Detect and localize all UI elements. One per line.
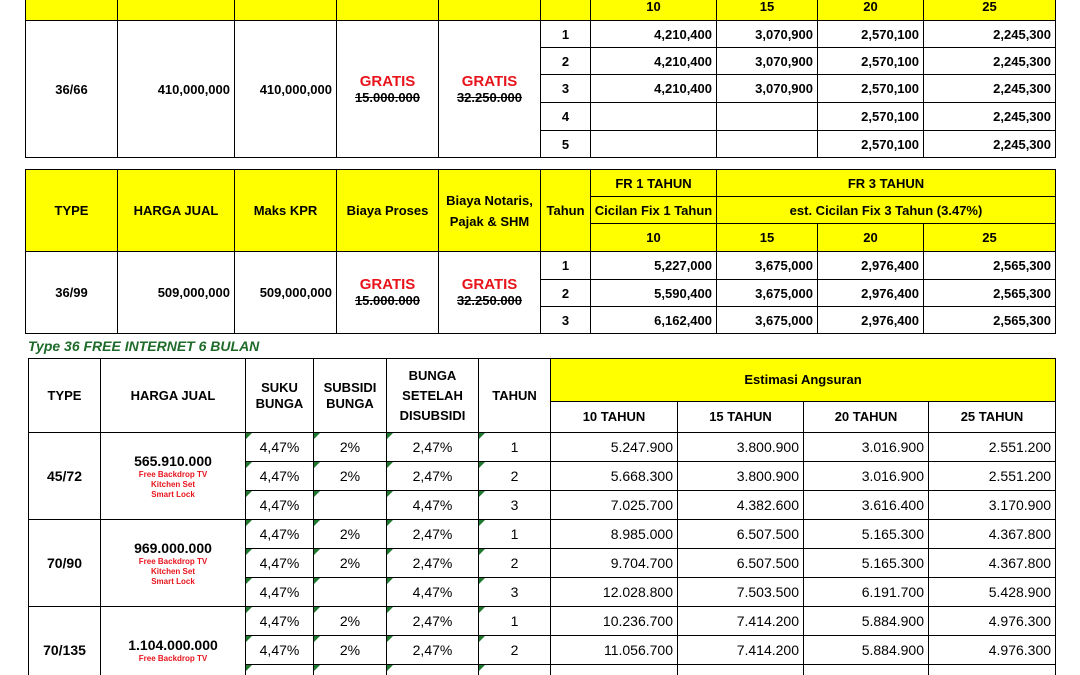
installment-cell: 2,565,300 xyxy=(924,307,1056,334)
harga-jual-cell xyxy=(101,520,246,607)
bunga-cell xyxy=(387,665,479,675)
type-cell: 70/90 xyxy=(29,520,101,607)
tenor-header: 20 xyxy=(818,224,924,252)
installment-cell: 6.507.500 xyxy=(678,549,804,578)
tahun-cell: 5 xyxy=(541,131,591,158)
tahun-cell: 1 xyxy=(479,607,551,636)
tenor-header: 10 TAHUN xyxy=(551,402,678,433)
suku-bunga-header-line2: BUNGA xyxy=(255,395,304,411)
installment-cell: 4.976.300 xyxy=(929,607,1056,636)
tahun-cell: 1 xyxy=(479,433,551,462)
tahun-cell: 2 xyxy=(479,636,551,665)
tenor-header: 25 xyxy=(924,224,1056,252)
bunga-cell: 2,47% xyxy=(387,520,479,549)
type-header: TYPE xyxy=(29,359,101,433)
installment-cell: 2,245,300 xyxy=(924,103,1056,131)
type-cell: 36/66 xyxy=(26,21,118,158)
biaya-notaris-cell xyxy=(439,252,541,334)
installment-cell xyxy=(929,665,1056,675)
free-item: Free Backdrop TV xyxy=(138,470,208,479)
biaya-notaris-header xyxy=(439,170,541,252)
bunga-header-line1: BUNGA xyxy=(408,367,457,383)
installment-cell: 7.414.200 xyxy=(678,607,804,636)
installment-cell: 9.704.700 xyxy=(551,549,678,578)
bunga-header-line2: SETELAH xyxy=(402,387,463,403)
struck-price: 15.000.000 xyxy=(354,293,421,308)
free-item: Free Backdrop TV xyxy=(138,654,208,663)
tahun-cell: 1 xyxy=(479,520,551,549)
free-item: Free Backdrop TV xyxy=(138,557,208,566)
gratis-label: GRATIS xyxy=(359,72,416,90)
installment-cell: 4,210,400 xyxy=(591,75,717,103)
installment-cell: 2,565,300 xyxy=(924,280,1056,307)
price-table-36-66 xyxy=(25,0,1056,158)
subsidi-cell: 2% xyxy=(314,433,387,462)
installment-cell: 2,245,300 xyxy=(924,21,1056,48)
installment-cell: 5.247.900 xyxy=(551,433,678,462)
subsidi-header-line2: BUNGA xyxy=(326,395,374,411)
installment-cell: 2,570,100 xyxy=(818,48,924,75)
installment-cell: 2,976,400 xyxy=(818,280,924,307)
free-item: Kitchen Set xyxy=(150,567,195,576)
gratis-label: GRATIS xyxy=(359,276,416,293)
promo-caption: Type 36 FREE INTERNET 6 BULAN xyxy=(28,338,260,354)
tahun-cell xyxy=(479,665,551,675)
installment-cell: 2,570,100 xyxy=(818,21,924,48)
installment-cell: 5,590,400 xyxy=(591,280,717,307)
harga-jual-cell: 509,000,000 xyxy=(118,252,235,334)
subsidi-cell: 2% xyxy=(314,636,387,665)
suku-bunga-cell: 4,47% xyxy=(246,636,314,665)
harga-jual-header: HARGA JUAL xyxy=(101,359,246,433)
installment-cell: 6.191.700 xyxy=(804,578,929,607)
biaya-notaris-header-line2: Pajak & SHM xyxy=(449,213,530,229)
suku-bunga-header-line1: SUKU xyxy=(261,379,298,395)
gratis-label: GRATIS xyxy=(461,276,518,293)
subsidi-cell xyxy=(314,491,387,520)
suku-bunga-cell: 4,47% xyxy=(246,520,314,549)
installment-cell: 5.884.900 xyxy=(804,636,929,665)
header-cell xyxy=(118,0,235,21)
installment-cell: 3.170.900 xyxy=(929,491,1056,520)
suku-bunga-cell: 4,47% xyxy=(246,607,314,636)
installment-cell: 2,976,400 xyxy=(818,252,924,280)
installment-cell: 10.236.700 xyxy=(551,607,678,636)
installment-cell: 3,070,900 xyxy=(717,21,818,48)
fr3-subheader: est. Cicilan Fix 3 Tahun (3.47%) xyxy=(717,197,1056,224)
installment-cell: 2,570,100 xyxy=(818,75,924,103)
tenor-header: 15 TAHUN xyxy=(678,402,804,433)
installment-cell: 3.616.400 xyxy=(804,491,929,520)
struck-price: 15.000.000 xyxy=(354,89,421,105)
installment-cell: 4.382.600 xyxy=(678,491,804,520)
tenor-header: 10 xyxy=(591,0,717,21)
fr3-header: FR 3 TAHUN xyxy=(717,170,1056,197)
installment-cell: 5.165.300 xyxy=(804,520,929,549)
bunga-cell: 2,47% xyxy=(387,433,479,462)
installment-cell: 3,070,900 xyxy=(717,48,818,75)
installment-cell: 4.367.800 xyxy=(929,520,1056,549)
maks-kpr-cell: 410,000,000 xyxy=(235,21,337,158)
fr1-header: FR 1 TAHUN xyxy=(591,170,717,197)
installment-cell: 2,245,300 xyxy=(924,75,1056,103)
bunga-cell: 4,47% xyxy=(387,491,479,520)
installment-cell: 2.551.200 xyxy=(929,462,1056,491)
installment-cell: 3,675,000 xyxy=(717,280,818,307)
type-cell: 70/135 xyxy=(29,607,101,675)
installment-cell: 3.016.900 xyxy=(804,433,929,462)
maks-kpr-header: Maks KPR xyxy=(235,170,337,252)
maks-kpr-cell: 509,000,000 xyxy=(235,252,337,334)
installment-cell: 3.800.900 xyxy=(678,433,804,462)
tahun-cell: 3 xyxy=(479,578,551,607)
installment-cell: 2,570,100 xyxy=(818,103,924,131)
struck-price: 32.250.000 xyxy=(456,293,523,308)
bunga-cell: 2,47% xyxy=(387,607,479,636)
price: 1.104.000.000 xyxy=(128,637,218,653)
type-cell: 45/72 xyxy=(29,433,101,520)
subsidi-cell xyxy=(314,665,387,675)
bunga-setelah-subsidi-header xyxy=(387,359,479,433)
installment-cell xyxy=(591,103,717,131)
suku-bunga-header xyxy=(246,359,314,433)
bunga-cell: 4,47% xyxy=(387,578,479,607)
installment-cell: 2,245,300 xyxy=(924,131,1056,158)
installment-cell: 7.414.200 xyxy=(678,636,804,665)
suku-bunga-cell: 4,47% xyxy=(246,491,314,520)
biaya-proses-cell xyxy=(337,252,439,334)
installment-cell: 7.503.500 xyxy=(678,578,804,607)
suku-bunga-cell: 4,47% xyxy=(246,549,314,578)
price: 565.910.000 xyxy=(134,453,212,469)
installment-cell: 6,162,400 xyxy=(591,307,717,334)
harga-jual-cell xyxy=(101,433,246,520)
type-cell: 36/99 xyxy=(26,252,118,334)
free-item: Smart Lock xyxy=(151,490,195,499)
installment-cell: 2,976,400 xyxy=(818,307,924,334)
installment-cell: 3,675,000 xyxy=(717,307,818,334)
tahun-cell: 3 xyxy=(541,75,591,103)
header-cell xyxy=(541,0,591,21)
bunga-cell: 2,47% xyxy=(387,549,479,578)
tahun-cell: 2 xyxy=(479,462,551,491)
free-item: Kitchen Set xyxy=(150,480,195,489)
installment-cell: 11.056.700 xyxy=(551,636,678,665)
installment-cell xyxy=(717,103,818,131)
header-cell xyxy=(26,0,118,21)
installment-cell: 5.428.900 xyxy=(929,578,1056,607)
biaya-proses-cell xyxy=(337,21,439,158)
free-item: Smart Lock xyxy=(151,577,195,586)
subsidi-cell: 2% xyxy=(314,607,387,636)
tenor-header: 25 TAHUN xyxy=(929,402,1056,433)
installment-cell: 3,070,900 xyxy=(717,75,818,103)
header-cell xyxy=(439,0,541,21)
type-header: TYPE xyxy=(26,170,118,252)
tenor-header: 15 xyxy=(717,224,818,252)
tahun-cell: 2 xyxy=(541,280,591,307)
installment-cell xyxy=(551,665,678,675)
subsidi-cell: 2% xyxy=(314,520,387,549)
tahun-header: TAHUN xyxy=(479,359,551,433)
installment-cell: 2,245,300 xyxy=(924,48,1056,75)
installment-cell: 2.551.200 xyxy=(929,433,1056,462)
subsidi-bunga-header xyxy=(314,359,387,433)
bunga-cell: 2,47% xyxy=(387,636,479,665)
estimasi-angsuran-header: Estimasi Angsuran xyxy=(551,359,1056,402)
price: 969.000.000 xyxy=(134,540,212,556)
tenor-header: 20 TAHUN xyxy=(804,402,929,433)
installment-cell: 5.884.900 xyxy=(804,607,929,636)
installment-cell: 12.028.800 xyxy=(551,578,678,607)
tahun-cell: 3 xyxy=(479,491,551,520)
tenor-header: 15 xyxy=(717,0,818,21)
tahun-cell: 1 xyxy=(541,21,591,48)
installment-cell xyxy=(804,665,929,675)
tenor-header: 10 xyxy=(591,224,717,252)
installment-cell: 3.800.900 xyxy=(678,462,804,491)
bunga-cell: 2,47% xyxy=(387,462,479,491)
fr1-subheader: Cicilan Fix 1 Tahun xyxy=(591,197,717,224)
header-cell xyxy=(337,0,439,21)
tenor-header: 25 xyxy=(924,0,1056,21)
tahun-cell: 1 xyxy=(541,252,591,280)
biaya-proses-header: Biaya Proses xyxy=(337,170,439,252)
installment-cell xyxy=(678,665,804,675)
installment-cell: 3,675,000 xyxy=(717,252,818,280)
suku-bunga-cell: 4,47% xyxy=(246,578,314,607)
struck-price: 32.250.000 xyxy=(456,89,523,105)
installment-cell: 2,570,100 xyxy=(818,131,924,158)
price-table-36-99 xyxy=(25,169,1056,334)
tahun-cell: 2 xyxy=(541,48,591,75)
subsidi-cell: 2% xyxy=(314,549,387,578)
subsidi-cell xyxy=(314,578,387,607)
installment-cell: 3.016.900 xyxy=(804,462,929,491)
installment-cell: 5.668.300 xyxy=(551,462,678,491)
harga-jual-header: HARGA JUAL xyxy=(118,170,235,252)
installment-cell: 5,227,000 xyxy=(591,252,717,280)
installment-cell: 6.507.500 xyxy=(678,520,804,549)
biaya-notaris-header-line1: Biaya Notaris, xyxy=(446,192,533,208)
suku-bunga-cell: 4,47% xyxy=(246,462,314,491)
installment-cell: 7.025.700 xyxy=(551,491,678,520)
tahun-cell: 2 xyxy=(479,549,551,578)
installment-cell: 4,210,400 xyxy=(591,21,717,48)
installment-cell: 5.165.300 xyxy=(804,549,929,578)
gratis-label: GRATIS xyxy=(461,72,518,90)
harga-jual-cell xyxy=(101,607,246,675)
installment-cell: 4.367.800 xyxy=(929,549,1056,578)
header-cell xyxy=(235,0,337,21)
tenor-header: 20 xyxy=(818,0,924,21)
installment-cell: 4,210,400 xyxy=(591,48,717,75)
tahun-cell: 4 xyxy=(541,103,591,131)
suku-bunga-cell: 4,47% xyxy=(246,433,314,462)
bunga-header-line3: DISUBSIDI xyxy=(399,407,466,423)
subsidi-cell: 2% xyxy=(314,462,387,491)
installment-cell: 8.985.000 xyxy=(551,520,678,549)
installment-cell xyxy=(717,131,818,158)
suku-bunga-cell xyxy=(246,665,314,675)
harga-jual-cell: 410,000,000 xyxy=(118,21,235,158)
biaya-notaris-cell xyxy=(439,21,541,158)
tahun-header: Tahun xyxy=(541,170,591,252)
installment-cell: 2,565,300 xyxy=(924,252,1056,280)
installment-cell: 4.976.300 xyxy=(929,636,1056,665)
installment-cell xyxy=(591,131,717,158)
subsidy-installment-table xyxy=(28,358,1056,675)
subsidi-header-line1: SUBSIDI xyxy=(323,379,377,395)
tahun-cell: 3 xyxy=(541,307,591,334)
